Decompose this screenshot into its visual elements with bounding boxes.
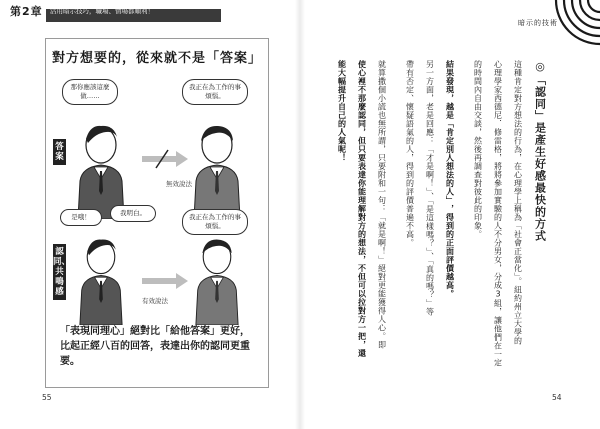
text-column: 這種肯定對方想法的行為，在心理學上稱為「社會正當化」。紐約州立大學的 (513, 60, 523, 345)
speech-bubble-understand: 我明白。 (110, 205, 156, 222)
text-column: 就算撒個小謊也無所謂，只要附和一句：「就是啊！」絕對更能獲得人心。即 (377, 60, 387, 349)
running-header-right: 暗示的技術 (518, 19, 558, 27)
text-column: 使心裡不那麼認同，但只要表達你能理解對方的想法，不但可以拉對方一把，還 (357, 60, 367, 358)
running-header-title: 活用暗示技巧，職場、情場都順利！ (50, 7, 154, 15)
text-column: 另一方面，老是回應：「才是啊！」、「是這樣嗎？」、「真的嗎？」等 (425, 60, 435, 316)
text-column: 的時間內自由交談，然後再調查對彼此的印象。 (473, 60, 483, 239)
illustration-card (45, 38, 269, 388)
man-left-figure-bottom (70, 235, 132, 325)
text-column: 能大幅提升自己的人氣呢！ (337, 60, 347, 162)
page-number-right: 54 (552, 393, 562, 402)
title-icon: ◎ (533, 60, 547, 74)
text-column: 帶有否定、懷疑語氣的人，得到的評價普遍不高。 (405, 60, 415, 247)
card-footer-text: 「表現同理心」絕對比「給他答案」更好，比起正經八百的回答，表達出你的認同更重要。 (60, 326, 250, 367)
speech-bubble-is-that-so: 是哦！ (60, 209, 102, 226)
card-title: 對方想要的，從來就不是「答案」 (51, 51, 262, 66)
speech-bubble-worry-2: 我正在為工作的事煩惱。 (182, 209, 248, 235)
chapter-badge: 第2章 (10, 5, 43, 18)
side-tag-answer: 答案 (53, 139, 66, 165)
man-right-figure-top (186, 121, 248, 219)
text-column: 心理學家西德尼．修雷格，將將參加實驗的人不分男女，分成3組，讓他們在一定 (493, 60, 503, 367)
page-number-left: 55 (42, 393, 52, 402)
speech-bubble-answer: 那你應該這麼做…… (62, 79, 118, 105)
arrow-icon-top (142, 149, 188, 169)
ineffective-note: 無效說法 (166, 180, 192, 188)
text-column: 結果發現，越是「肯定別人想法的人」，得到的正面評價越高。 (445, 60, 455, 298)
man-right-figure-bottom (186, 235, 248, 325)
speech-bubble-worry: 我正在為工作的事煩惱。 (182, 79, 248, 105)
arrow-icon-bottom (142, 271, 188, 291)
side-tag-empathy: 認同、共鳴感 (53, 244, 66, 300)
effective-note: 有效說法 (142, 297, 168, 305)
section-title: ◎「認同」是產生好感最快的方式 (533, 60, 547, 242)
